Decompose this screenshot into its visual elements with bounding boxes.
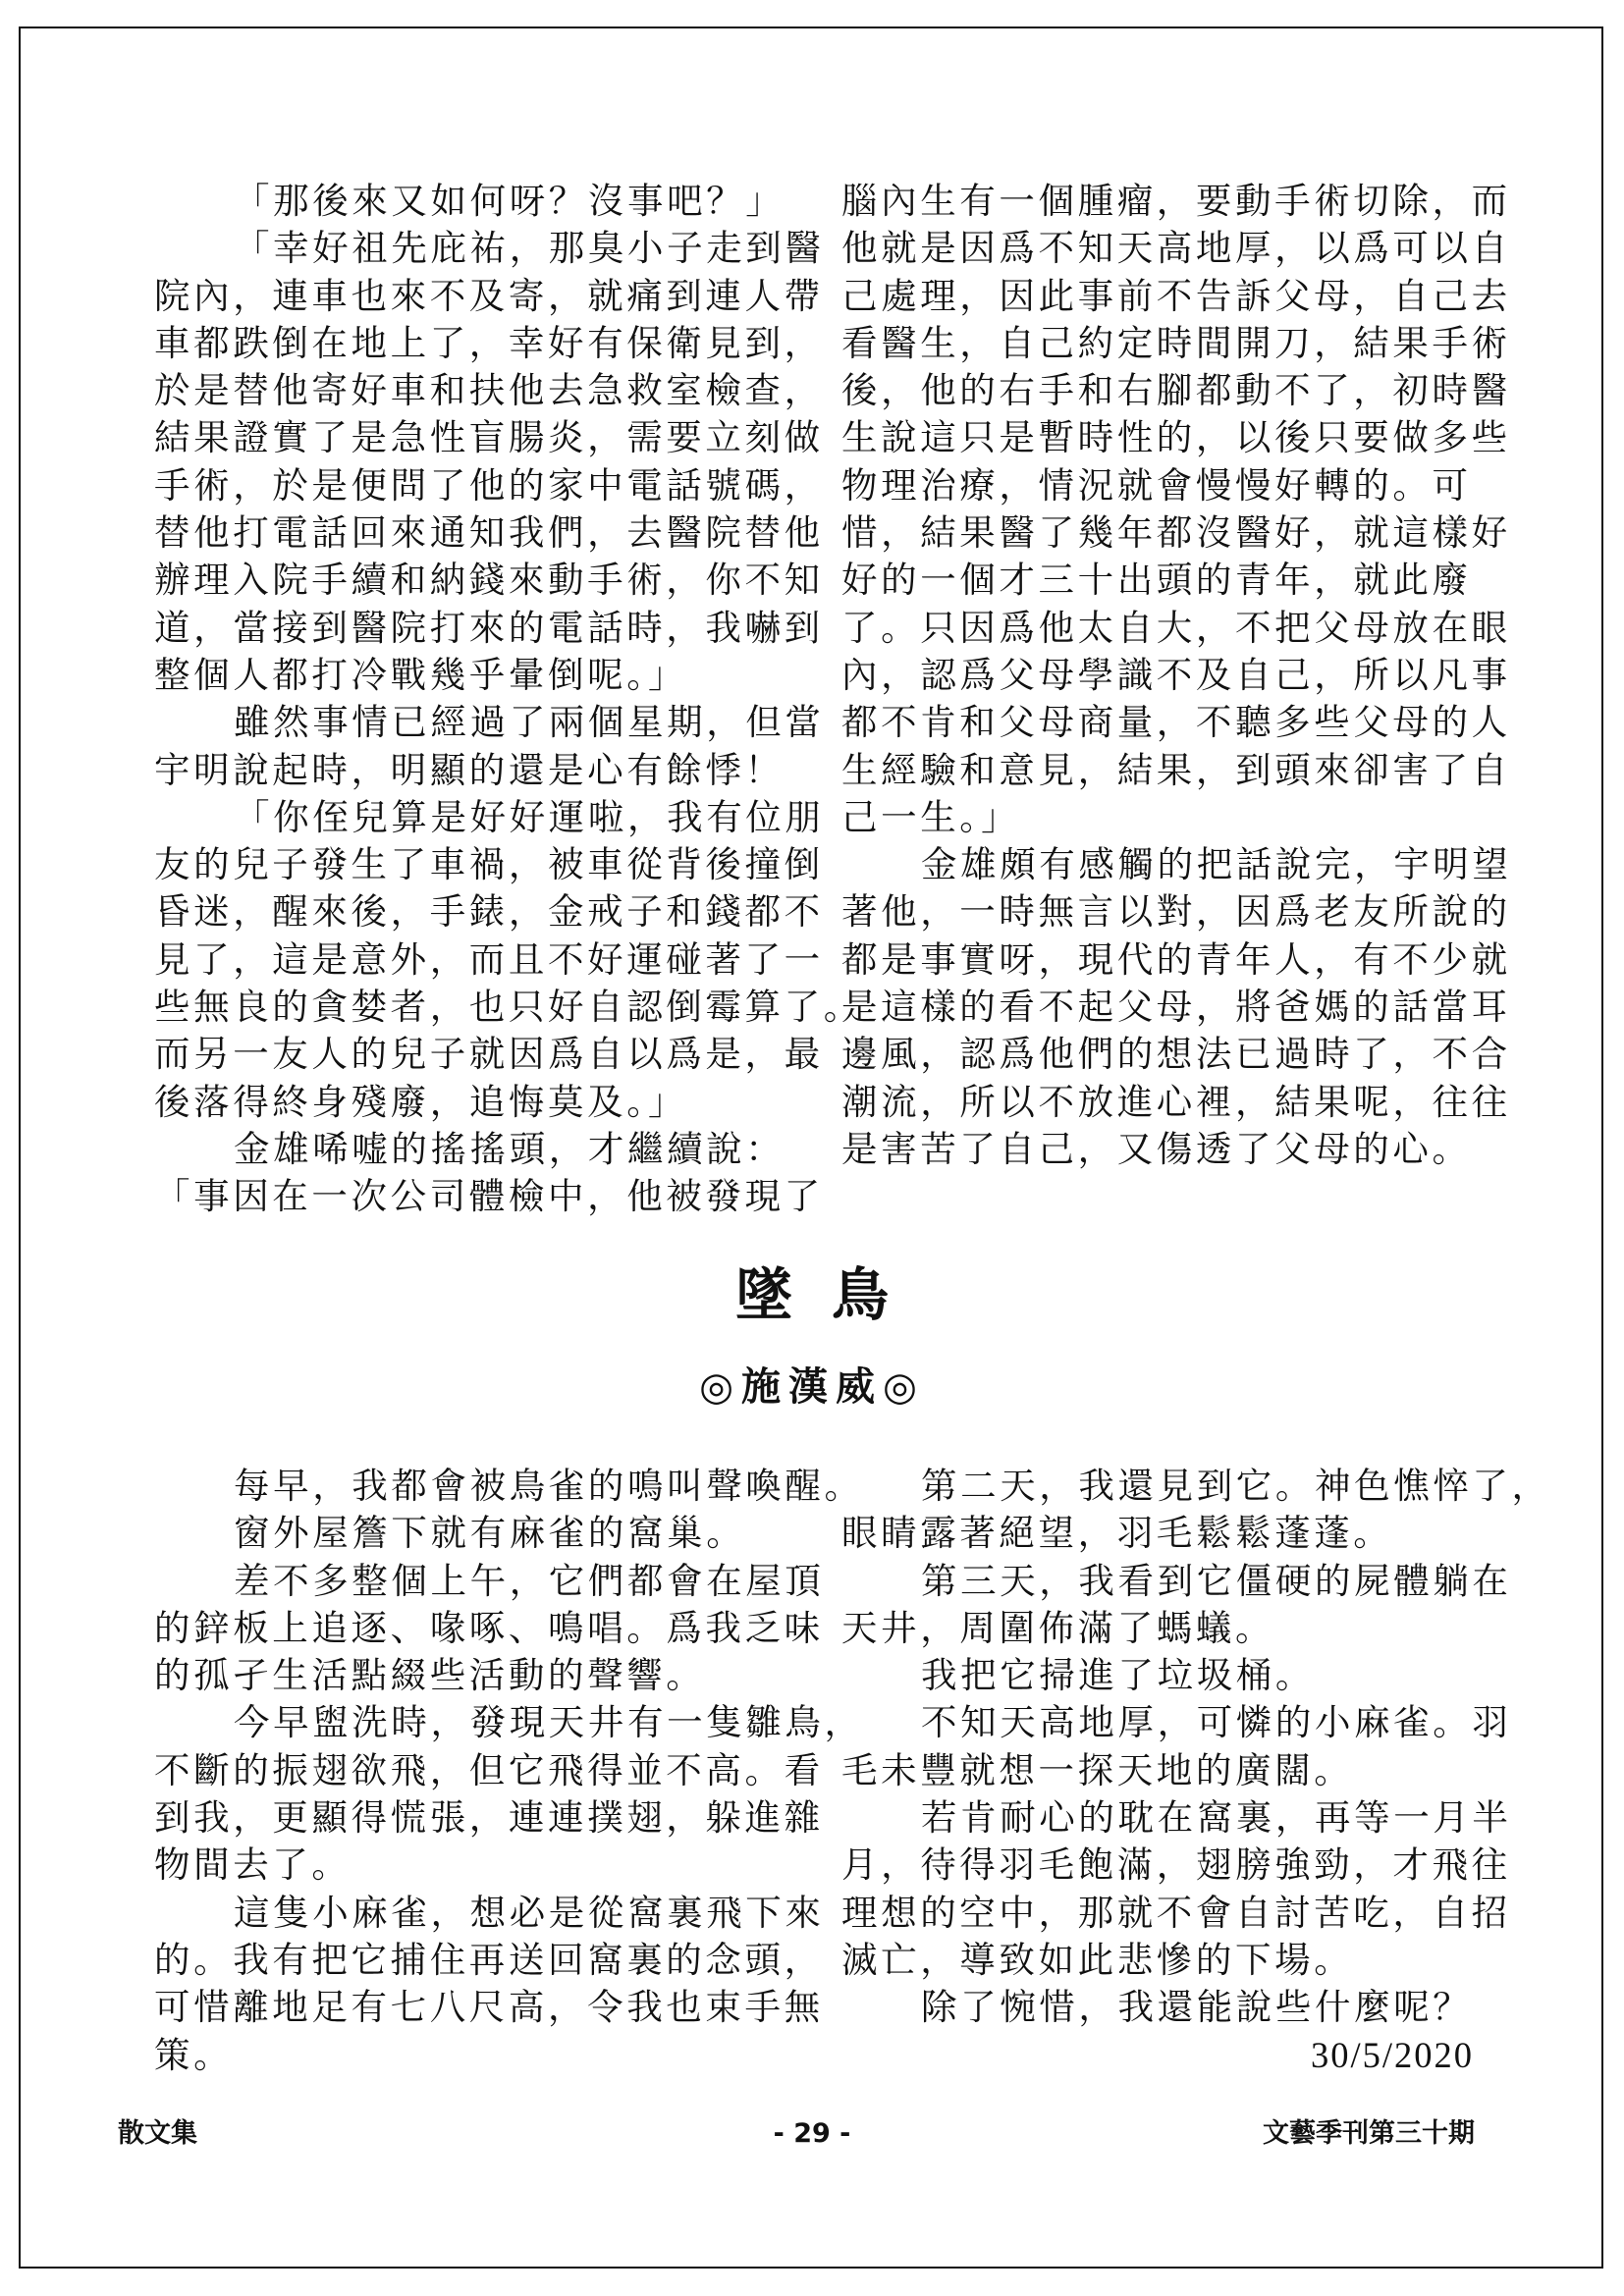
text-line: 些無良的貪婪者，也只好自認倒霉算了。 xyxy=(154,986,863,1029)
text-line: 到我，更顯得慌張，連連撲翅，躲進雜 xyxy=(154,1796,824,1840)
story2-right-column xyxy=(841,1463,1551,2079)
text-line: 手術，於是便問了他的家中電話號碼， xyxy=(154,463,824,507)
text-line: 腦內生有一個腫瘤，要動手術切除，而 xyxy=(841,180,1511,222)
story-author: ◎施漢威◎ xyxy=(699,1363,925,1410)
text-line: 內，認爲父母學識不及自己，所以凡事 xyxy=(841,653,1511,696)
text-line: 己處理，因此事前不告訴父母，自己去 xyxy=(841,274,1511,317)
text-line: 而另一友人的兒子就因爲自以爲是，最 xyxy=(154,1033,824,1076)
text-line: 我把它掃進了垃圾桶。 xyxy=(921,1654,1315,1697)
text-line: 看醫生，自己約定時間開刀，結果手術 xyxy=(841,321,1511,364)
text-line: 滅亡，導致如此悲慘的下場。 xyxy=(841,1938,1354,1981)
text-line: 都不肯和父母商量，不聽多些父母的人 xyxy=(841,701,1511,744)
story-title: 墜鳥 xyxy=(734,1261,928,1328)
text-line: 月，待得羽毛飽滿，翅膀強勁，才飛往 xyxy=(841,1843,1511,1887)
text-line: 替他打電話回來通知我們，去醫院替他 xyxy=(154,511,824,555)
text-line: 後，他的右手和右腳都動不了，初時醫 xyxy=(841,369,1511,412)
text-line: 「事因在一次公司體檢中，他被發現了 xyxy=(154,1175,824,1218)
text-line: 物間去了。 xyxy=(154,1843,352,1887)
story1-left-column xyxy=(154,178,863,1221)
text-line: 策。 xyxy=(154,2033,234,2076)
text-line: 物理治療，情況就會慢慢好轉的。可 xyxy=(841,463,1472,507)
text-line: 昏迷，醒來後，手錶，金戒子和錢都不 xyxy=(154,890,824,934)
text-line: 若肯耐心的耽在窩裏，再等一月半 xyxy=(921,1796,1512,1840)
text-line: 差不多整個上午，它們都會在屋頂 xyxy=(234,1559,825,1602)
text-line: 己一生。」 xyxy=(841,795,1021,838)
story2-left-column xyxy=(154,1463,864,2079)
text-line: 這隻小麻雀，想必是從窩裏飛下來 xyxy=(234,1891,825,1934)
text-line: 邊風，認爲他們的想法已過時了，不合 xyxy=(841,1033,1511,1076)
text-line: 整個人都打冷戰幾乎暈倒呢。」 xyxy=(154,653,688,696)
text-line: 不斷的振翅欲飛，但它飛得並不高。看 xyxy=(154,1748,824,1791)
text-line: 今早盥洗時，發現天井有一隻雛鳥， xyxy=(234,1701,864,1744)
text-line: 生經驗和意見，結果，到頭來卻害了自 xyxy=(841,748,1511,791)
story1-right-column xyxy=(841,178,1512,1173)
text-line: 車都跌倒在地上了，幸好有保衛見到， xyxy=(154,321,824,364)
text-line: 潮流，所以不放進心裡，結果呢，往往 xyxy=(841,1080,1511,1123)
text-line: 都是事實呀，現代的青年人，有不少就 xyxy=(841,937,1511,981)
text-line: 惜，結果醫了幾年都沒醫好，就這樣好 xyxy=(841,511,1511,555)
text-line: 金雄唏嘘的搖搖頭，才繼續說： xyxy=(234,1127,785,1170)
text-line: 道，當接到醫院打來的電話時，我嚇到 xyxy=(154,606,824,649)
text-line: 宇明說起時，明顯的還是心有餘悸！ xyxy=(154,748,785,791)
text-line: 著他，一時無言以對，因爲老友所說的 xyxy=(841,890,1511,934)
text-line: 「幸好祖先庇祐，那臭小子走到醫 xyxy=(234,227,825,270)
text-line: 毛未豐就想一探天地的廣闊。 xyxy=(841,1748,1354,1791)
text-line: 是這樣的看不起父母，將爸媽的話當耳 xyxy=(841,986,1511,1029)
text-line: 好的一個才三十出頭的青年，就此廢 xyxy=(841,559,1472,602)
text-line: 不知天高地厚，可憐的小麻雀。羽 xyxy=(921,1701,1512,1744)
text-line: 生說這只是暫時性的，以後只要做多些 xyxy=(841,416,1511,459)
text-line: 第二天，我還見到它。神色憔悴了， xyxy=(921,1465,1551,1507)
text-line: 的鋅板上追逐、喙啄、鳴唱。爲我乏味 xyxy=(154,1606,824,1649)
text-line: 第三天，我看到它僵硬的屍體躺在 xyxy=(921,1559,1512,1602)
footer-page-number: - 29 - xyxy=(773,2118,851,2149)
text-line: 的孤孑生活點綴些活動的聲響。 xyxy=(154,1654,706,1697)
text-line: 除了惋惜，我還能說些什麼呢？ xyxy=(921,1986,1473,2029)
text-line: 他就是因爲不知天高地厚，以爲可以自 xyxy=(841,227,1511,270)
text-line: 眼睛露著絕望，羽毛鬆鬆蓬蓬。 xyxy=(841,1512,1393,1555)
text-line: 「那後來又如何呀？沒事吧？」 xyxy=(234,180,785,222)
text-line: 結果證實了是急性盲腸炎，需要立刻做 xyxy=(154,416,824,459)
text-line: 見了，這是意外，而且不好運碰著了一 xyxy=(154,937,824,981)
story-date: 30/5/2020 xyxy=(1310,2034,1474,2075)
text-line: 天井，周圍佈滿了螞蟻。 xyxy=(841,1606,1275,1649)
text-line: 於是替他寄好車和扶他去急救室檢查， xyxy=(154,369,824,412)
text-line: 院內，連車也來不及寄，就痛到連人帶 xyxy=(154,274,824,317)
text-line: 每早，我都會被鳥雀的鳴叫聲喚醒。 xyxy=(234,1465,864,1507)
text-line: 是害苦了自己，又傷透了父母的心。 xyxy=(841,1127,1472,1170)
text-line: 友的兒子發生了車禍，被車從背後撞倒 xyxy=(154,843,824,886)
footer-publication: 文藝季刊第三十期 xyxy=(1263,2118,1475,2149)
text-line: 後落得終身殘廢，追悔莫及。」 xyxy=(154,1080,688,1123)
text-line: 的。我有把它捕住再送回窩裏的念頭， xyxy=(154,1938,824,1981)
text-line: 理想的空中，那就不會自討苦吃，自招 xyxy=(841,1891,1511,1934)
text-line: 「你侄兒算是好好運啦，我有位朋 xyxy=(234,795,825,838)
text-line: 了。只因爲他太自大，不把父母放在眼 xyxy=(841,606,1511,649)
text-line: 辦理入院手續和納錢來動手術，你不知 xyxy=(154,559,824,602)
text-line: 金雄頗有感觸的把話說完，宇明望 xyxy=(921,843,1512,886)
text-line: 可惜離地足有七八尺高，令我也束手無 xyxy=(154,1986,824,2029)
footer-section-name: 散文集 xyxy=(118,2118,197,2149)
text-line: 雖然事情已經過了兩個星期，但當 xyxy=(234,701,825,744)
text-line: 窗外屋簷下就有麻雀的窩巢。 xyxy=(234,1512,746,1555)
